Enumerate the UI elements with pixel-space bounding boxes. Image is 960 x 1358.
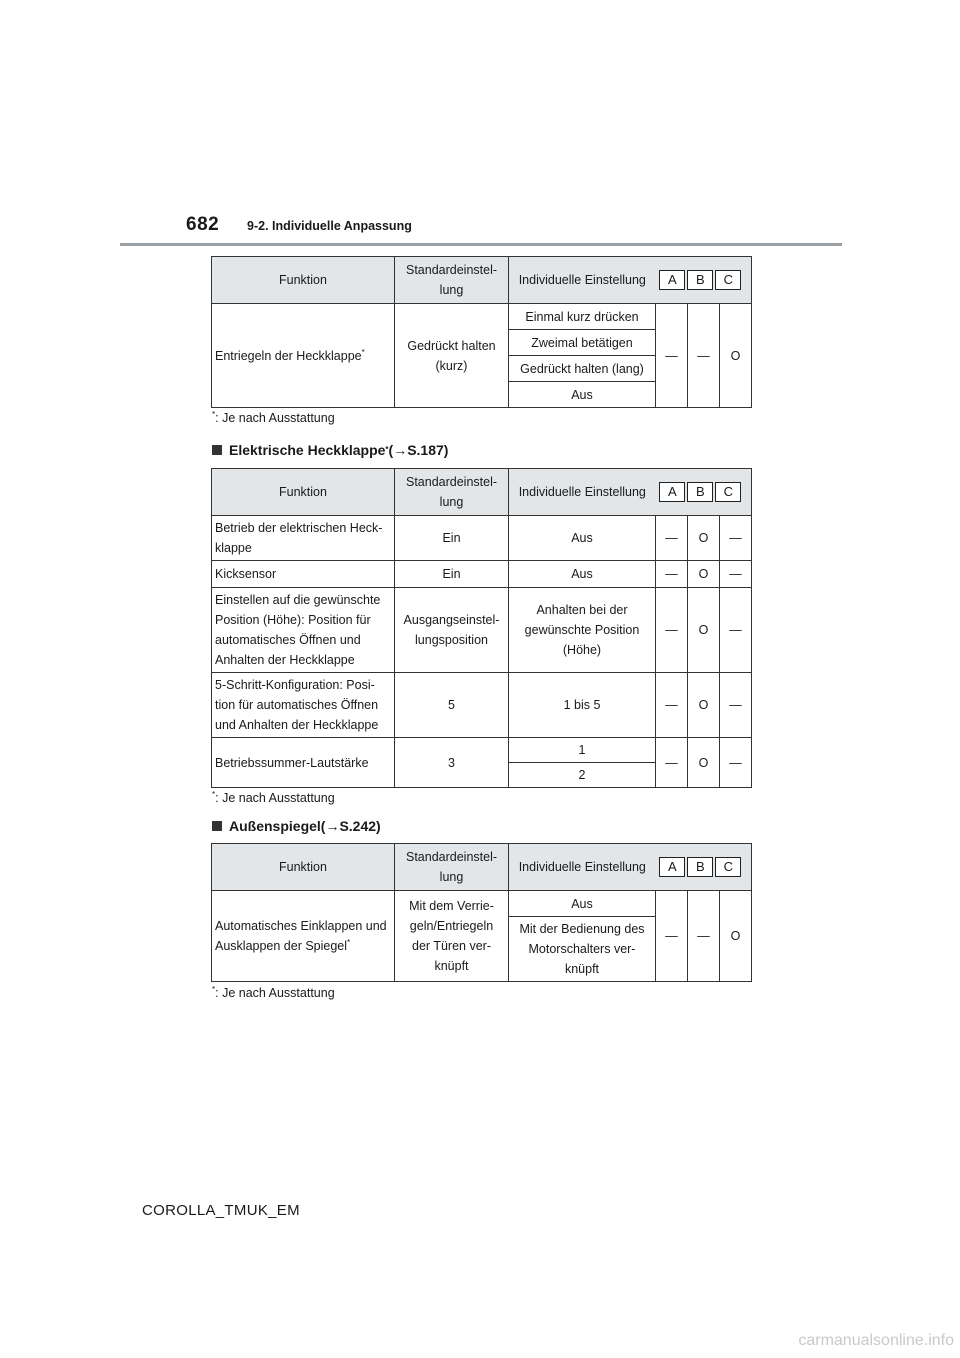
c-cell: — <box>720 673 752 738</box>
section-title: 9-2. Individuelle Anpassung <box>247 219 412 233</box>
header-rule <box>120 243 842 246</box>
bullet-square-icon <box>212 445 222 455</box>
option-cell: Gedrückt halten (lang) <box>509 356 656 382</box>
table-row <box>212 304 752 330</box>
function-cell: Automatisches Einklappen und Ausklappen der Spiegel* <box>212 891 395 982</box>
option-cell: Aus <box>509 891 656 917</box>
col-function: Funktion <box>212 469 395 516</box>
a-cell: — <box>656 738 688 788</box>
a-cell: — <box>656 561 688 588</box>
option-cell: Aus <box>509 516 656 561</box>
col-c-label: C <box>715 482 741 502</box>
function-cell: Betriebssummer-Lautstärke <box>212 738 395 788</box>
col-a-label: A <box>659 857 685 877</box>
tailgate-unlock-table <box>211 256 752 408</box>
table-header-row <box>212 469 752 516</box>
default-cell: Ein <box>395 561 509 588</box>
function-cell: Kicksensor <box>212 561 395 588</box>
c-cell: O <box>720 891 752 982</box>
watermark: carmanualsonline.info <box>798 1332 954 1349</box>
col-c-label: C <box>715 270 741 290</box>
col-function: Funktion <box>212 844 395 891</box>
option-cell: 1 bis 5 <box>509 673 656 738</box>
col-a-label: A <box>659 270 685 290</box>
default-cell: Mit dem Verrie- geln/Entriegeln der Türen ver- knüpft <box>395 891 509 982</box>
table-row <box>212 738 752 763</box>
footnote: *: Je nach Ausstattung <box>212 984 335 1000</box>
table-row <box>212 588 752 673</box>
col-b-label: B <box>687 270 713 290</box>
mirrors-table <box>211 843 752 982</box>
option-cell: Mit der Bedienung des Motorschalters ver- knüpft <box>509 917 656 982</box>
b-cell: O <box>688 738 720 788</box>
table-row <box>212 673 752 738</box>
col-custom: Individuelle Einstellung A B C <box>509 469 752 516</box>
b-cell: O <box>688 561 720 588</box>
option-cell: 1 <box>509 738 656 763</box>
a-cell: — <box>656 891 688 982</box>
default-cell: 3 <box>395 738 509 788</box>
col-b-label: B <box>687 857 713 877</box>
default-cell: 5 <box>395 673 509 738</box>
a-cell: — <box>656 588 688 673</box>
col-default: Standardeinstel- lung <box>395 844 509 891</box>
table-row <box>212 561 752 588</box>
option-cell: 2 <box>509 763 656 788</box>
footnote: *: Je nach Ausstattung <box>212 789 335 805</box>
c-cell: — <box>720 561 752 588</box>
bullet-square-icon <box>212 821 222 831</box>
a-cell: — <box>656 516 688 561</box>
function-cell: Einstellen auf die gewünschte Position (Höhe): Position für automatisches Öffnen und Anhalten der Heckklappe <box>212 588 395 673</box>
document-code: COROLLA_TMUK_EM <box>142 1202 300 1219</box>
table-header-row <box>212 257 752 304</box>
subheading-mirrors: Außenspiegel (→S.242) <box>212 818 381 834</box>
b-cell: O <box>688 673 720 738</box>
b-cell: O <box>688 588 720 673</box>
c-cell: — <box>720 588 752 673</box>
table-row <box>212 891 752 917</box>
a-cell: — <box>656 673 688 738</box>
default-cell: Ausgangseinstel- lungsposition <box>395 588 509 673</box>
subheading-power-tailgate: Elektrische Heckklappe * (→S.187) <box>212 442 448 458</box>
default-cell: Ein <box>395 516 509 561</box>
function-cell: Entriegeln der Heckklappe* <box>212 304 395 408</box>
c-cell: O <box>720 304 752 408</box>
a-cell: — <box>656 304 688 408</box>
option-cell: Zweimal betätigen <box>509 330 656 356</box>
c-cell: — <box>720 738 752 788</box>
col-c-label: C <box>715 857 741 877</box>
default-cell: Gedrückt halten (kurz) <box>395 304 509 408</box>
col-custom: Individuelle Einstellung A B C <box>509 257 752 304</box>
option-cell: Aus <box>509 382 656 408</box>
col-default: Standardeinstel- lung <box>395 469 509 516</box>
col-custom: Individuelle Einstellung A B C <box>509 844 752 891</box>
function-cell: Betrieb der elektrischen Heck- klappe <box>212 516 395 561</box>
b-cell: O <box>688 516 720 561</box>
option-cell: Einmal kurz drücken <box>509 304 656 330</box>
page-number: 682 <box>186 214 220 235</box>
table-header-row <box>212 844 752 891</box>
b-cell: — <box>688 891 720 982</box>
option-cell: Anhalten bei der gewünschte Position (Höhe) <box>509 588 656 673</box>
function-cell: 5-Schritt-Konfiguration: Posi- tion für automatisches Öffnen und Anhalten der Heckklappe <box>212 673 395 738</box>
option-cell: Aus <box>509 561 656 588</box>
col-function: Funktion <box>212 257 395 304</box>
power-tailgate-table <box>211 468 752 788</box>
col-b-label: B <box>687 482 713 502</box>
footnote: *: Je nach Ausstattung <box>212 409 335 425</box>
c-cell: — <box>720 516 752 561</box>
b-cell: — <box>688 304 720 408</box>
col-a-label: A <box>659 482 685 502</box>
table-row <box>212 516 752 561</box>
col-default: Standardeinstel- lung <box>395 257 509 304</box>
